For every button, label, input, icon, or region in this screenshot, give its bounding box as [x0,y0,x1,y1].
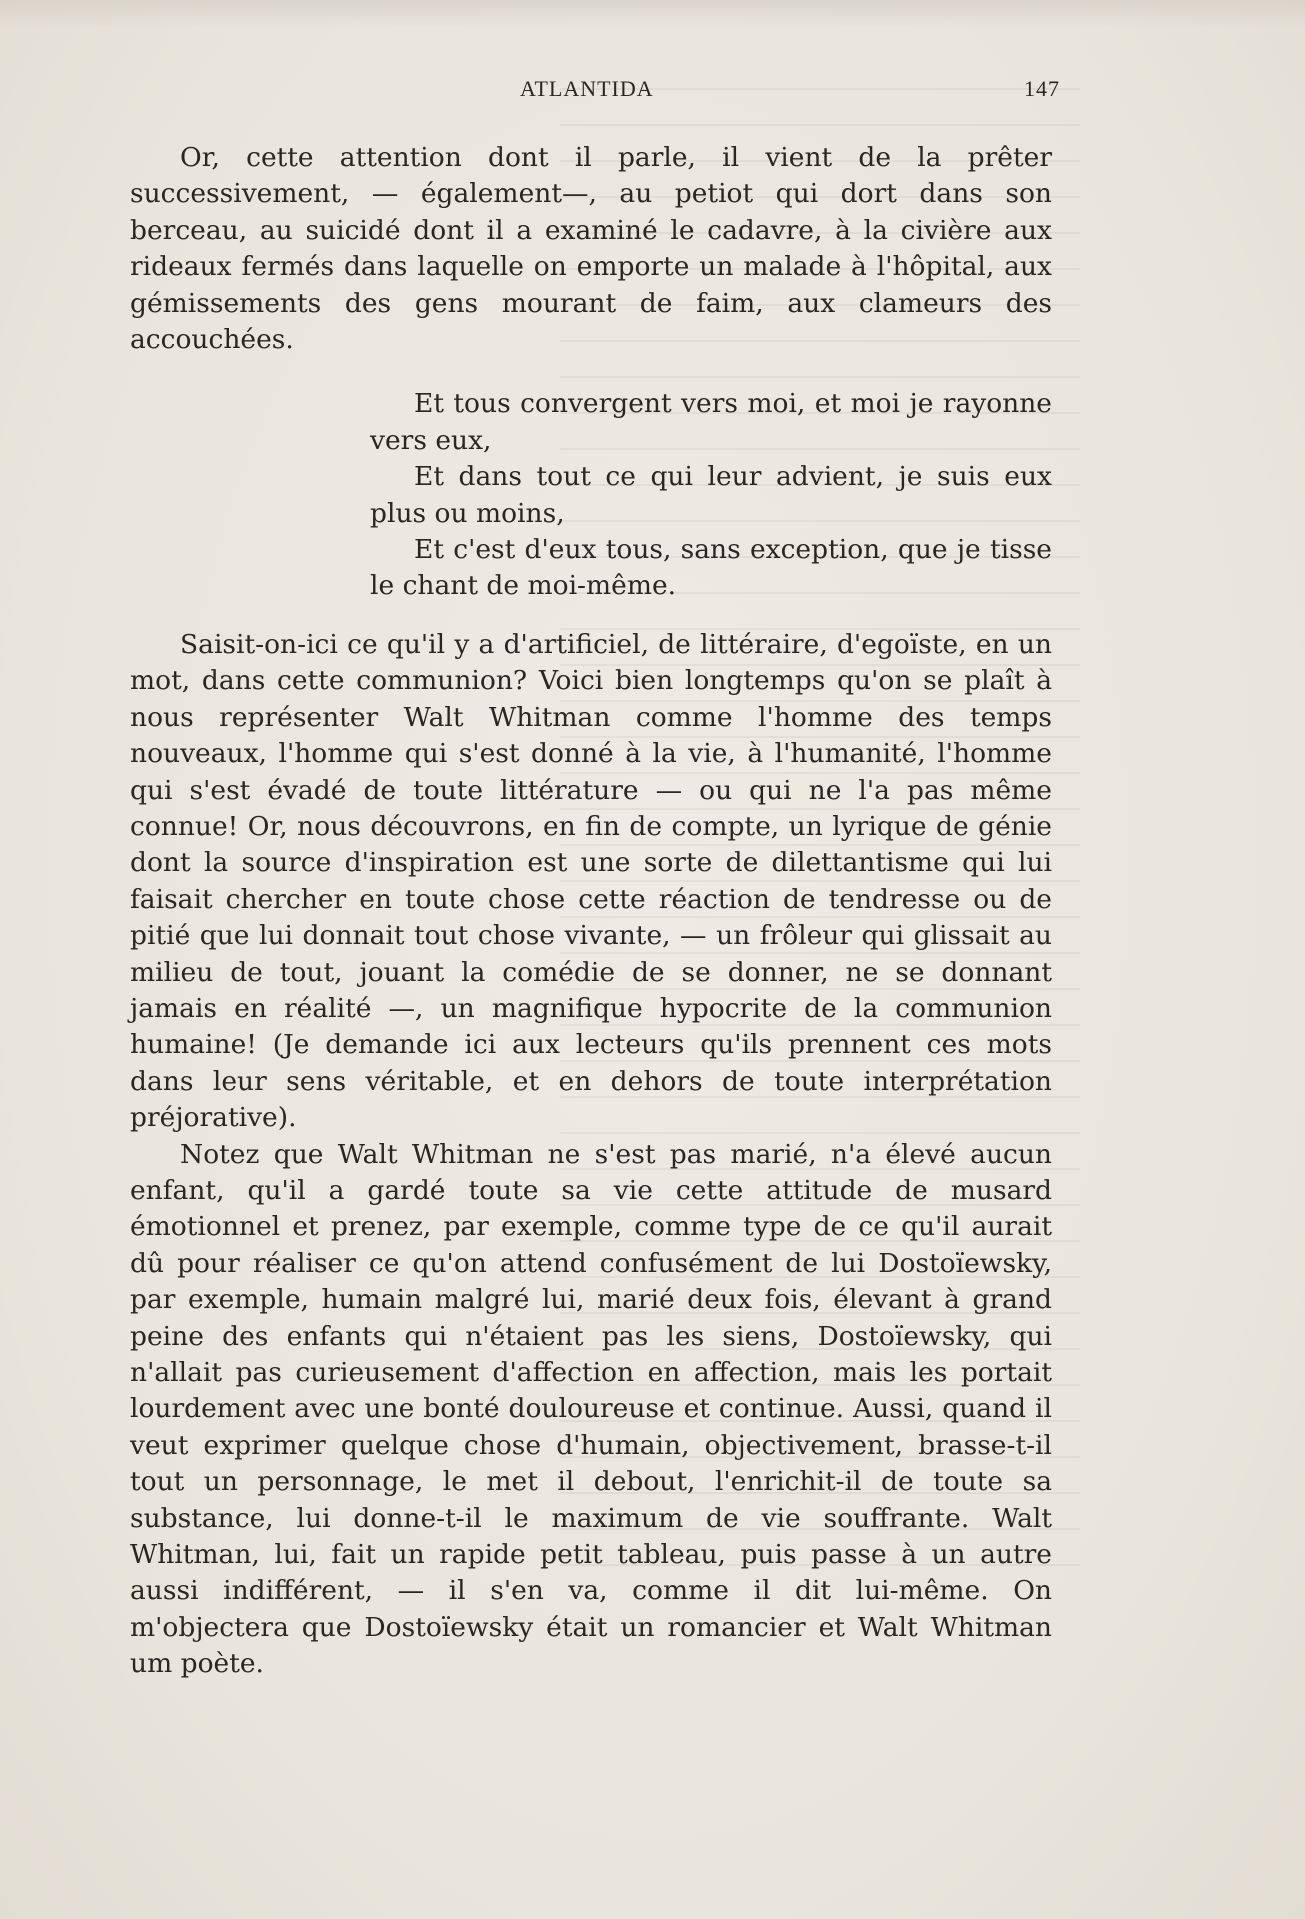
page-number: 147 [1024,76,1060,101]
verse-line-3: Et c'est d'eux tous, sans exception, que je tisse le chant de moi-même. [370,534,1052,602]
verse-line-2: Et dans tout ce qui leur advient, je suis eux plus ou moins, [370,461,1052,529]
page-header [130,76,1060,116]
verse-line-1: Et tous convergent vers moi, et moi je rayonne vers eux, [370,388,1052,456]
running-head: ATLANTIDA [520,76,654,101]
paragraph-2: Saisit-on-ici ce qu'il y a d'artificiel, de littéraire, d'egoïste, en un mot, dans cette communion? Voici bien longtemps qu'on se plaît à nous représenter Walt Whitman comme l'homme des temps nouveaux, l'homme qui s'est donné à la vie, à l'humanité, l'homme qui s'est évadé de toute littérature — ou qui ne l'a pas même connue! Or, nous découvrons, en fin de compte, un lyrique de génie dont la source d'inspiration est une sorte de dilettantisme qui lui faisait chercher en toute chose cette réaction de tendresse ou de pitié que lui donnait tout chose vivante, — un frôleur qui glissait au milieu de tout, jouant la comédie de se donner, ne se donnant jamais en réalité —, un magnifique hypocrite de la communion humaine! (Je demande ici aux lecteurs qu'ils prennent ces mots dans leur sens véritable, et en dehors de toute interprétation préjorative). [130,628,1052,1134]
paragraph-3: Notez que Walt Whitman ne s'est pas marié, n'a élevé aucun enfant, qu'il a gardé toute sa vie cette attitude de musard émotionnel et prenez, par exemple, comme type de ce qu'il aurait dû pour réaliser ce qu'on attend confusément de lui Dostoïewsky, par exemple, humain malgré lui, marié deux fois, élevant à grand peine des enfants qui n'étaient pas les siens, Dostoïewsky, qui n'allait pas curieusement d'affection en affection, mais les portait lourdement avec une bonté douloureuse et continue. Aussi, quand il veut exprimer quelque chose d'humain, objectivement, brasse-t-il tout un personnage, le met il debout, l'enrichit-il de toute sa substance, lui donne-t-il le maximum de vie souffrante. Walt Whitman, lui, fait un rapide petit tableau, puis passe à un autre aussi indifférent, — il s'en va, comme il dit lui-même. On m'objectera que Dostoïewsky était un romancier et Walt Whitman um poète. [130,1138,1052,1680]
verse-quote [130,386,1052,604]
page-top-shadow [0,0,1305,28]
body-text [130,140,1052,1683]
paragraph-1: Or, cette attention dont il parle, il vient de la prêter successivement, — également—, au petiot qui dort dans son berceau, au suicidé dont il a examiné le cadavre, à la civière aux rideaux fermés dans laquelle on emporte un malade à l'hôpital, aux gémissements des gens mourant de faim, aux clameurs des accouchées. [130,142,1052,356]
